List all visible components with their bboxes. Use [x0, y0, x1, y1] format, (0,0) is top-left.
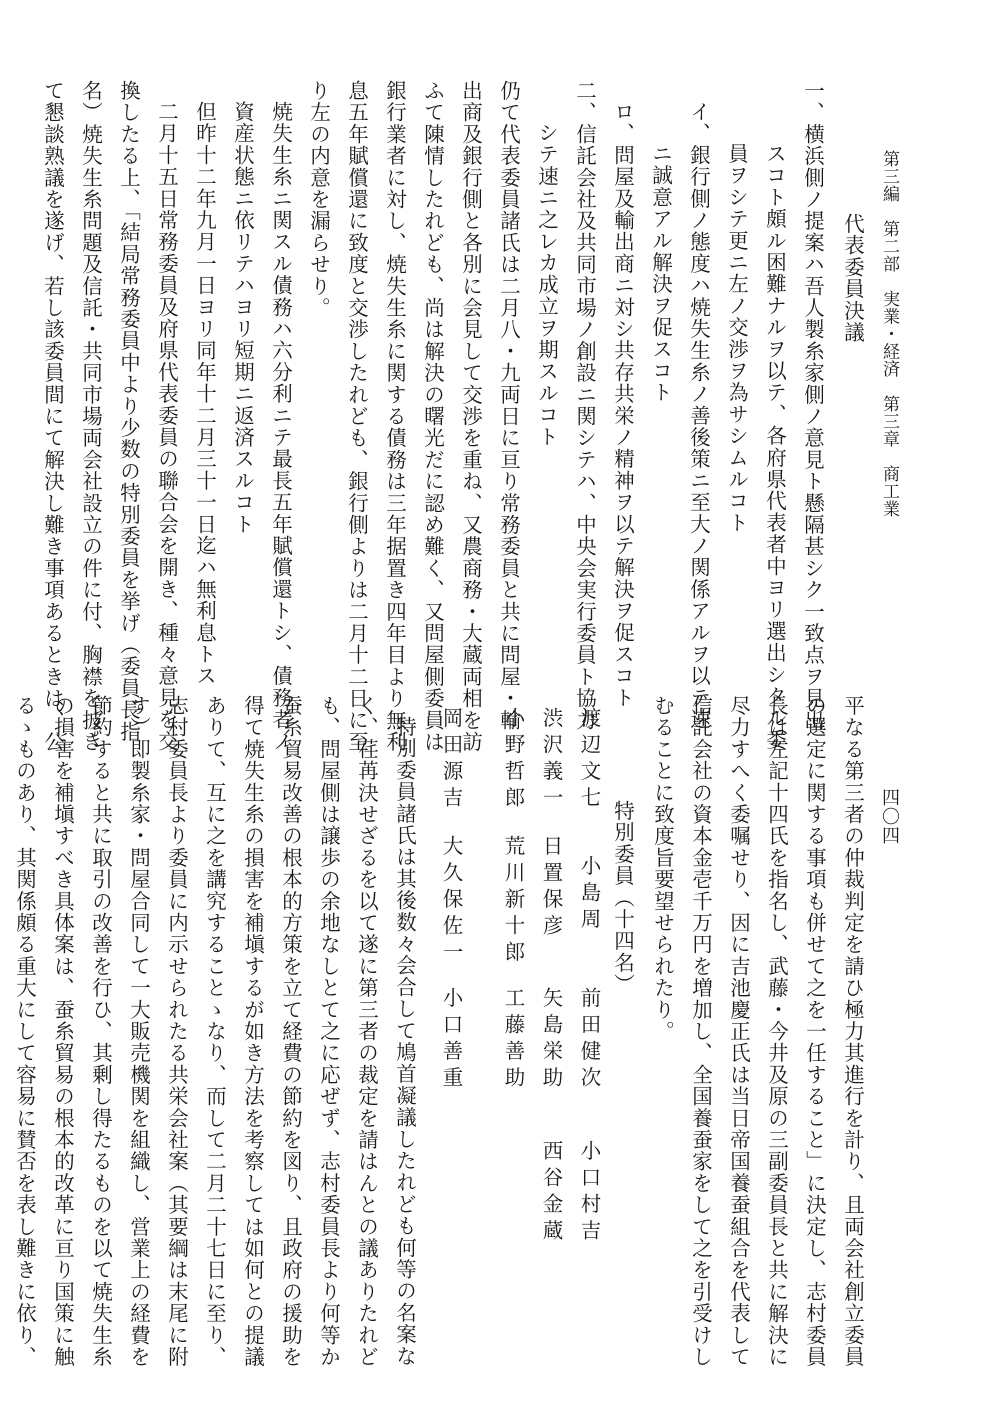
text-column: も、問屋側は譲歩の余地なしとて之に応ぜず、志村委員長より何等か — [316, 695, 341, 1368]
text-column: り左の内意を漏らせり。 — [306, 80, 331, 319]
committee-name: 渋沢義一 — [539, 707, 563, 813]
committee-name: 荒川新十郎 — [501, 835, 525, 968]
committee-name-list — [432, 695, 468, 1275]
text-column: るゝものあり、其関係頗る重大にして容易に賛否を表し難きに依り、 — [12, 695, 37, 1368]
text-column: 名）焼失生糸問題及信託・共同市場両会社設立の件に付、胸襟を披き — [78, 80, 103, 753]
text-column: ありて、互に之を講究することゝなり、而して二月二十七日に至り、 — [202, 695, 227, 1368]
committee-name: 小口村吉 — [577, 1140, 601, 1246]
text-column: ニ誠意アル解決ヲ促スコト — [648, 143, 673, 404]
text-column: イ、銀行側ノ態度ハ焼失生糸ノ善後策ニ至大ノ関係アルヲ以テ速 — [686, 101, 711, 731]
text-column: 節約すると共に取引の改善を行ひ、其剰し得たるものを以て焼失生糸 — [88, 695, 113, 1368]
text-column: 信託会社の資本金壱千万円を増加し、全国養蚕家をして之を引受けし — [688, 695, 713, 1368]
text-column: の選定に関する事項も併せて之を一任すること」に決定し、志村委員 — [802, 695, 827, 1368]
text-column: の損害を補塡すべき具体案は、蚕糸貿易の根本的改革に亘り国策に触 — [50, 695, 75, 1368]
text-column: て懇談熟議を遂げ、若し該委員間にて解決し難き事項あるときは、公 — [40, 80, 65, 753]
text-column: 長は左記十四氏を指名し、武藤・今井及原の三副委員長と共に解決に — [764, 695, 789, 1368]
text-column: 特別委員諸氏は其後数々会合して鳩首凝議したれども何等の名案な — [392, 716, 417, 1367]
page-number: 四〇四 — [879, 788, 900, 845]
committee-name: 前田健次 — [577, 987, 601, 1093]
text-column: 志村委員長より委員に内示せられたる共栄会社案（其要綱は末尾に附 — [164, 695, 189, 1368]
text-column: 一、横浜側ノ提案ハ吾人製糸家側ノ意見ト懸隔甚シク一致点ヲ見出 — [800, 80, 825, 731]
text-column: 資産状態ニ依リテハヨリ短期ニ返済スルコト — [230, 101, 255, 535]
text-column: 焼失生糸ニ関スル債務ハ六分利ニテ最長五年賦償還トシ、債務者ノ — [268, 101, 293, 752]
text-column: 換したる上、「結局常務委員中より少数の特別委員を挙げ（委員長指 — [116, 80, 141, 743]
committee-name: 小野哲郎 — [501, 707, 525, 813]
committee-name: 日置保彦 — [539, 835, 563, 941]
text-column: 得て焼失生糸の損害を補塡するが如き方法を考察しては如何との提議 — [240, 695, 265, 1368]
committee-name: 大久保佐一 — [439, 835, 463, 968]
text-column: く、荏苒決せざるを以て遂に第三者の裁定を請はんとの議ありたれど — [354, 695, 379, 1368]
text-column: ふて陳情したれども、尚は解決の曙光だに認め難く、又問屋側委員は — [420, 80, 445, 753]
text-column: 銀行業者に対し、焼失生糸に関する債務は三年据置き四年目より無利 — [382, 80, 407, 753]
committee-name: 工藤善助 — [501, 987, 525, 1093]
text-column: 二月十五日常務委員及府県代表委員の聯合会を開き、種々意見を交 — [154, 101, 179, 752]
committee-name: 小島周 — [577, 855, 601, 935]
committee-name: 岡田源吉 — [439, 707, 463, 813]
committee-name: 渡辺文七 — [577, 707, 601, 813]
text-column: 代表委員決議 — [840, 213, 865, 344]
text-column: 仍て代表委員諸氏は二月八・九両日に亘り常務委員と共に問屋・輸 — [496, 80, 521, 731]
text-column: むることに致度旨要望せられたり。 — [650, 695, 675, 1043]
text-column: 員ヲシテ更ニ左ノ交渉ヲ為サシムルコト — [724, 143, 749, 534]
committee-name-list — [470, 695, 610, 1275]
text-column: 出商及銀行側と各別に会見して交渉を重ね、又農商務・大蔵両相を訪 — [458, 80, 483, 753]
text-column: スコト頗ル困難ナルヲ以テ、各府県代表者中ヨリ選出シタル委 — [762, 143, 787, 751]
text-column: 尽力すへく委嘱せり、因に吉池慶正氏は当日帝国養蚕組合を代表して — [726, 695, 751, 1368]
text-column: シテ速ニ之レカ成立ヲ期スルコト — [534, 122, 559, 448]
text-column: 息五年賦償還に致度と交渉したれども、銀行側よりは二月十二日に至 — [344, 80, 369, 753]
text-column: 但昨十二年九月一日ヨリ同年十二月三十一日迄ハ無利息トス — [192, 101, 217, 687]
committee-name: 小口善重 — [439, 987, 463, 1093]
text-column: 蚕糸貿易改善の根本的方策を立て経費の節約を図り、且政府の援助を — [278, 695, 303, 1368]
committee-name: 西谷金蔵 — [539, 1140, 563, 1246]
text-column: ロ、問屋及輸出商ニ対シ共存共栄ノ精神ヲ以テ解決ヲ促スコト — [610, 101, 635, 709]
text-column: 平なる第三者の仲裁判定を請ひ極力其進行を計り、且両会社創立委員 — [840, 695, 865, 1368]
committee-heading: 特別委員（十四名） — [610, 800, 635, 996]
text-column: す）即製糸家・問屋合同して一大販売機関を組織し、営業上の経費を — [126, 695, 151, 1368]
text-column: 二、信託会社及共同市場ノ創設ニ関シテハ、中央会実行委員ト協力 — [572, 80, 597, 731]
committee-name: 矢島栄助 — [539, 987, 563, 1093]
running-header: 第三編 第二部 実業・経済 第三章 商工業 — [879, 150, 899, 518]
